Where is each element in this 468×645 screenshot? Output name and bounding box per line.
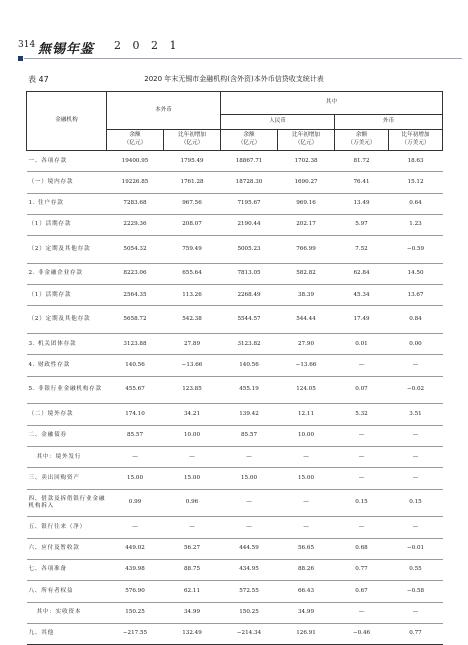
row-label: （二）境外存款	[27, 404, 107, 425]
table-row	[27, 489, 443, 517]
table-row	[27, 236, 443, 264]
cell-c4: 582.82	[278, 263, 335, 284]
cell-c1: 15.00	[107, 468, 164, 489]
cell-c5: 0.67	[335, 581, 389, 602]
cell-c1: 140.56	[107, 355, 164, 376]
row-label: 九、其他	[27, 623, 107, 644]
cell-c2: 759.49	[164, 236, 221, 264]
cell-c6: —	[389, 447, 443, 468]
cell-c5: —	[335, 355, 389, 376]
cell-c3: 85.57	[221, 425, 278, 446]
cell-c1: 5054.32	[107, 236, 164, 264]
cell-c6: 13.67	[389, 285, 443, 306]
cell-c4: 1690.27	[278, 172, 335, 193]
col-header-category: 金融机构	[27, 92, 107, 151]
table-row	[27, 559, 443, 580]
cell-c6: −0.01	[389, 538, 443, 559]
cell-c6: 14.50	[389, 263, 443, 284]
cell-c5: —	[335, 468, 389, 489]
cell-c1: 576.90	[107, 581, 164, 602]
table-row	[27, 581, 443, 602]
cell-c6: —	[389, 602, 443, 623]
cell-c6: 0.55	[389, 559, 443, 580]
cell-c4: 15.00	[278, 468, 335, 489]
cell-c2: 542.38	[164, 306, 221, 334]
table-row	[27, 602, 443, 623]
cell-c6: —	[389, 468, 443, 489]
table-row	[27, 306, 443, 334]
cell-c3: —	[221, 517, 278, 538]
cell-c3: 18728.30	[221, 172, 278, 193]
table-body	[27, 151, 443, 645]
row-label: 一、各项存款	[27, 151, 107, 172]
yearbook-year: 2 0 2 1	[114, 39, 181, 52]
cell-c6: —	[389, 355, 443, 376]
cell-c2: 208.07	[164, 214, 221, 235]
cell-c4: 1702.38	[278, 151, 335, 172]
cell-c4: 56.65	[278, 538, 335, 559]
cell-c3: 5544.57	[221, 306, 278, 334]
col-header-local-foreign: 本外币	[107, 92, 221, 130]
row-label: 二、金融债券	[27, 425, 107, 446]
table-row	[27, 468, 443, 489]
cell-c4: 126.91	[278, 623, 335, 644]
cell-c3: 2268.49	[221, 285, 278, 306]
cell-c4: 66.43	[278, 581, 335, 602]
cell-c2: 62.11	[164, 581, 221, 602]
cell-c2: —	[164, 447, 221, 468]
row-label: 2. 非金融企业存款	[27, 263, 107, 284]
cell-c3: —	[221, 489, 278, 517]
cell-c3: 444.59	[221, 538, 278, 559]
table-row	[27, 355, 443, 376]
cell-c4: 10.00	[278, 425, 335, 446]
table-row	[27, 193, 443, 214]
cell-c6: —	[389, 425, 443, 446]
cell-c3: 434.95	[221, 559, 278, 580]
credit-statistics-table	[26, 91, 443, 645]
cell-c5: 13.49	[335, 193, 389, 214]
row-label: （1）活期存款	[27, 285, 107, 306]
cell-c2: 27.89	[164, 334, 221, 355]
cell-c2: 34.99	[164, 602, 221, 623]
col-header-growth: 比年初增加 （亿元）	[164, 130, 221, 151]
cell-c1: 19400.95	[107, 151, 164, 172]
cell-c1: 8223.06	[107, 263, 164, 284]
cell-c6: 3.51	[389, 404, 443, 425]
cell-c1: 449.02	[107, 538, 164, 559]
cell-c2: 34.21	[164, 404, 221, 425]
table-row	[27, 285, 443, 306]
cell-c4: 34.99	[278, 602, 335, 623]
table-row	[27, 214, 443, 235]
cell-c4: —	[278, 489, 335, 517]
cell-c3: 2190.44	[221, 214, 278, 235]
cell-c1: 19226.85	[107, 172, 164, 193]
row-label: 4. 财政性存款	[27, 355, 107, 376]
cell-c3: −214.34	[221, 623, 278, 644]
cell-c5: 0.15	[335, 489, 389, 517]
col-header-balance: 余额 （亿元）	[107, 130, 164, 151]
cell-c6: 0.64	[389, 193, 443, 214]
row-label: （2）定期及其他存款	[27, 306, 107, 334]
cell-c6: −0.02	[389, 376, 443, 404]
yearbook-brand: 無锡年鉴	[38, 42, 95, 57]
cell-c4: 766.99	[278, 236, 335, 264]
cell-c2: 0.96	[164, 489, 221, 517]
cell-c5: —	[335, 517, 389, 538]
cell-c3: 7195.67	[221, 193, 278, 214]
row-label: （一）境内存款	[27, 172, 107, 193]
table-row	[27, 425, 443, 446]
cell-c4: 88.26	[278, 559, 335, 580]
cell-c6: 18.63	[389, 151, 443, 172]
cell-c4: 38.39	[278, 285, 335, 306]
cell-c4: 202.17	[278, 214, 335, 235]
table-row	[27, 151, 443, 172]
cell-c1: 3123.88	[107, 334, 164, 355]
cell-c5: 7.52	[335, 236, 389, 264]
cell-c4: 544.44	[278, 306, 335, 334]
cell-c3: —	[221, 447, 278, 468]
cell-c3: 572.55	[221, 581, 278, 602]
col-header-of-which: 其中	[221, 92, 443, 115]
row-label: 三、卖出回购资产	[27, 468, 107, 489]
cell-c6: 0.00	[389, 334, 443, 355]
cell-c2: 132.49	[164, 623, 221, 644]
cell-c5: —	[335, 602, 389, 623]
cell-c3: 18867.71	[221, 151, 278, 172]
cell-c1: 0.99	[107, 489, 164, 517]
col-header-balance: 余额 （亿元）	[221, 130, 278, 151]
col-header-growth-usd: 比年初增加 （万美元）	[389, 130, 443, 151]
cell-c5: —	[335, 447, 389, 468]
cell-c6: −0.58	[389, 581, 443, 602]
cell-c2: −13.66	[164, 355, 221, 376]
cell-c5: 45.34	[335, 285, 389, 306]
table-row	[27, 376, 443, 404]
cell-c6: 1.23	[389, 214, 443, 235]
cell-c1: 2564.35	[107, 285, 164, 306]
cell-c5: 0.07	[335, 376, 389, 404]
cell-c5: 0.68	[335, 538, 389, 559]
cell-c1: 5658.72	[107, 306, 164, 334]
cell-c6: —	[389, 517, 443, 538]
row-label: （2）定期及其他存款	[27, 236, 107, 264]
page-header	[18, 38, 458, 62]
table-row	[27, 517, 443, 538]
row-label: 七、各项准备	[27, 559, 107, 580]
table-row	[27, 263, 443, 284]
page-number: 314	[18, 40, 36, 50]
cell-c2: 967.56	[164, 193, 221, 214]
cell-c2: 56.27	[164, 538, 221, 559]
table-row	[27, 404, 443, 425]
row-label: 其中：境外发行	[27, 447, 107, 468]
row-label: 1. 住户存款	[27, 193, 107, 214]
cell-c4: 124.05	[278, 376, 335, 404]
cell-c2: 1761.28	[164, 172, 221, 193]
cell-c1: 150.25	[107, 602, 164, 623]
cell-c4: −13.66	[278, 355, 335, 376]
cell-c5: 5.97	[335, 214, 389, 235]
cell-c6: 0.77	[389, 623, 443, 644]
cell-c3: 139.42	[221, 404, 278, 425]
cell-c5: 62.84	[335, 263, 389, 284]
cell-c2: 15.00	[164, 468, 221, 489]
table-title: 2020 年末无锡市金融机构(含外资)本外币信贷收支统计表	[144, 75, 324, 83]
cell-c6: 0.84	[389, 306, 443, 334]
cell-c2: 88.75	[164, 559, 221, 580]
cell-c2: 113.26	[164, 285, 221, 306]
col-header-balance-usd: 余额 （万美元）	[335, 130, 389, 151]
col-header-foreign: 外币	[335, 115, 443, 130]
cell-c6: 15.12	[389, 172, 443, 193]
cell-c4: 969.16	[278, 193, 335, 214]
cell-c1: 7283.68	[107, 193, 164, 214]
cell-c1: —	[107, 517, 164, 538]
cell-c6: 0.15	[389, 489, 443, 517]
row-label: （1）活期存款	[27, 214, 107, 235]
cell-c3: 140.56	[221, 355, 278, 376]
row-label: 六、应付及暂收款	[27, 538, 107, 559]
cell-c5: −0.46	[335, 623, 389, 644]
cell-c2: 655.64	[164, 263, 221, 284]
col-header-rmb: 人民币	[221, 115, 335, 130]
row-label: 3. 机关团体存款	[27, 334, 107, 355]
cell-c3: 150.25	[221, 602, 278, 623]
cell-c4: —	[278, 447, 335, 468]
header-square-mark	[18, 56, 23, 61]
cell-c3: 455.19	[221, 376, 278, 404]
cell-c1: 439.98	[107, 559, 164, 580]
cell-c5: 17.49	[335, 306, 389, 334]
cell-c2: 1795.49	[164, 151, 221, 172]
cell-c5: 5.32	[335, 404, 389, 425]
cell-c1: −217.55	[107, 623, 164, 644]
cell-c3: 5005.23	[221, 236, 278, 264]
table-row	[27, 334, 443, 355]
cell-c5: 0.01	[335, 334, 389, 355]
cell-c4: 27.90	[278, 334, 335, 355]
row-label: 四、借款及拆借银行业金融机构拆入	[27, 489, 107, 517]
cell-c1: —	[107, 447, 164, 468]
cell-c4: —	[278, 517, 335, 538]
cell-c1: 455.67	[107, 376, 164, 404]
cell-c5: 81.72	[335, 151, 389, 172]
cell-c3: 7813.05	[221, 263, 278, 284]
cell-c5: —	[335, 425, 389, 446]
row-label: 其中：实收资本	[27, 602, 107, 623]
row-label: 八、所有者权益	[27, 581, 107, 602]
cell-c1: 2229.36	[107, 214, 164, 235]
table-number: 表 47	[28, 75, 49, 84]
row-label: 5. 非银行业金融机构存款	[27, 376, 107, 404]
table-row	[27, 172, 443, 193]
table-row	[27, 538, 443, 559]
col-header-growth: 比年初增加 （亿元）	[278, 130, 335, 151]
cell-c2: 123.85	[164, 376, 221, 404]
cell-c5: 0.77	[335, 559, 389, 580]
table-row	[27, 447, 443, 468]
cell-c4: 12.11	[278, 404, 335, 425]
cell-c6: −0.59	[389, 236, 443, 264]
cell-c2: 10.00	[164, 425, 221, 446]
cell-c1: 85.57	[107, 425, 164, 446]
cell-c5: 76.41	[335, 172, 389, 193]
cell-c1: 174.10	[107, 404, 164, 425]
cell-c3: 15.00	[221, 468, 278, 489]
cell-c3: 3123.82	[221, 334, 278, 355]
header-rule	[24, 58, 462, 59]
table-row	[27, 623, 443, 644]
row-label: 五、银行往来（净）	[27, 517, 107, 538]
cell-c2: —	[164, 517, 221, 538]
